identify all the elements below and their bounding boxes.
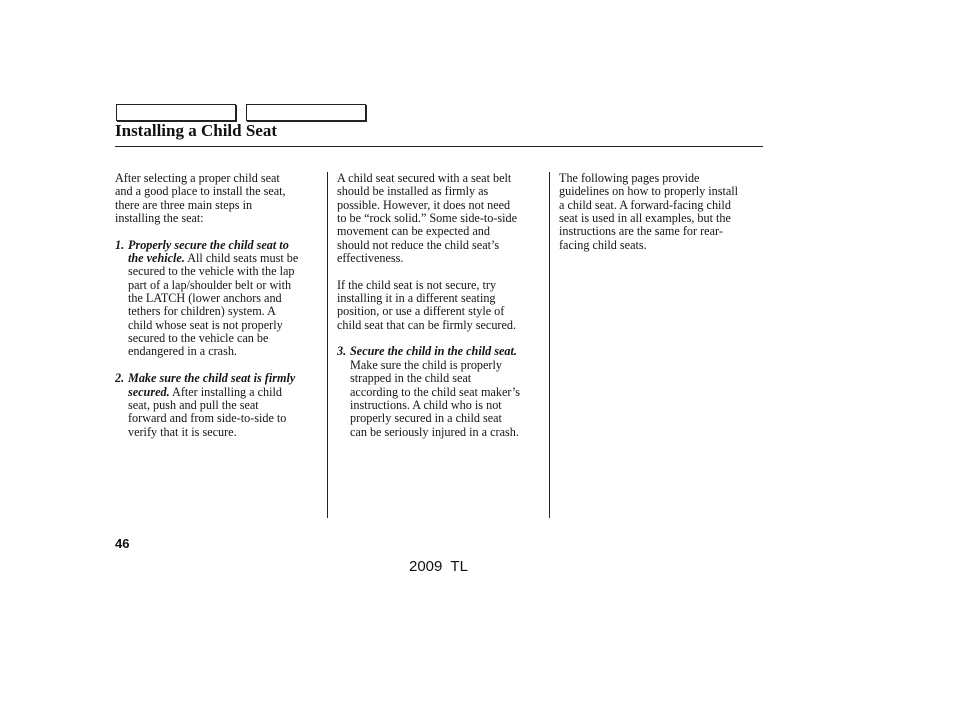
- text-line: A child seat secured with a seat belt: [337, 171, 512, 185]
- text-line: installing the seat:: [115, 211, 204, 226]
- text-line: installing it in a different seating: [337, 291, 496, 306]
- text-line: child whose seat is not properly: [128, 317, 283, 332]
- text-line: a child seat. A forward-facing child: [559, 197, 731, 212]
- nav-link-button[interactable]: [246, 104, 366, 121]
- emphasis-text: Secure the child in the child seat.: [350, 344, 517, 359]
- emphasis-text: Properly secure the child seat to: [128, 237, 289, 252]
- column-divider: [549, 172, 550, 518]
- title-divider: [115, 146, 763, 147]
- body-text: After installing a child: [169, 384, 283, 399]
- text-line: forward and from side-to-side to: [128, 411, 287, 426]
- text-line: should not reduce the child seat’s: [337, 237, 500, 252]
- section-title: Installing a Child Seat: [115, 121, 278, 140]
- text-line: possible. However, it does not need: [337, 197, 511, 212]
- text-line: strapped in the child seat: [350, 371, 472, 386]
- text-line: to be “rock solid.” Some side-to-side: [337, 211, 518, 226]
- text-line: [128, 239, 320, 252]
- paragraph: [559, 172, 764, 252]
- text-line: verify that it is secure.: [128, 424, 237, 439]
- text-line: instructions are the same for rear-: [559, 224, 723, 239]
- text-line: can be seriously injured in a crash.: [350, 424, 519, 439]
- nav-link-button[interactable]: [116, 104, 236, 121]
- body-text: All child seats must be: [184, 251, 299, 266]
- text-line: endangered in a crash.: [128, 344, 237, 359]
- text-line: After selecting a proper child seat: [115, 171, 280, 185]
- emphasis-text: the vehicle.: [128, 251, 185, 266]
- column-divider: [327, 172, 328, 518]
- text-line: Make sure the child is properly: [350, 357, 502, 372]
- step-number: 2.: [115, 371, 125, 386]
- step-number: 1.: [115, 237, 125, 252]
- text-line: secured to the vehicle with the lap: [128, 264, 295, 279]
- step-item: [115, 239, 320, 359]
- text-line: according to the child seat maker’s: [350, 384, 520, 399]
- text-line: and a good place to install the seat,: [115, 184, 286, 199]
- step-number: 3.: [337, 344, 347, 359]
- text-line: If the child seat is not secure, try: [337, 277, 497, 292]
- text-column-2: [337, 172, 542, 439]
- text-line: tethers for children) system. A: [128, 304, 276, 319]
- paragraph: [337, 172, 542, 265]
- page-number: 46: [115, 536, 130, 551]
- text-line: position, or use a different style of: [337, 304, 505, 319]
- text-column-1: [115, 172, 320, 439]
- text-line: [350, 345, 542, 358]
- step-item: [115, 372, 320, 439]
- paragraph: [115, 172, 320, 225]
- emphasis-text: secured.: [128, 384, 170, 399]
- text-line: part of a lap/shoulder belt or with: [128, 277, 292, 292]
- text-line: [128, 372, 320, 385]
- text-line: movement can be expected and: [337, 224, 490, 239]
- text-line: seat, push and pull the seat: [128, 397, 259, 412]
- text-column-3: [559, 172, 764, 252]
- text-line: child seat that can be firmly secured.: [337, 317, 517, 332]
- emphasis-text: Make sure the child seat is firmly: [128, 371, 296, 386]
- text-line: should be installed as firmly as: [337, 184, 489, 199]
- text-line: properly secured in a child seat: [350, 411, 502, 426]
- model-label: 2009 TL: [409, 558, 468, 575]
- text-line: guidelines on how to properly install: [559, 184, 739, 199]
- paragraph: [337, 279, 542, 332]
- text-line: effectiveness.: [337, 251, 404, 266]
- text-line: [128, 252, 320, 265]
- text-line: [128, 386, 320, 399]
- text-line: facing child seats.: [559, 237, 647, 252]
- text-line: the LATCH (lower anchors and: [128, 291, 282, 306]
- text-line: The following pages provide: [559, 171, 700, 185]
- text-line: instructions. A child who is not: [350, 397, 502, 412]
- text-line: there are three main steps in: [115, 197, 253, 212]
- text-line: seat is used in all examples, but the: [559, 211, 731, 226]
- text-line: secured to the vehicle can be: [128, 331, 269, 346]
- step-item: [337, 345, 542, 438]
